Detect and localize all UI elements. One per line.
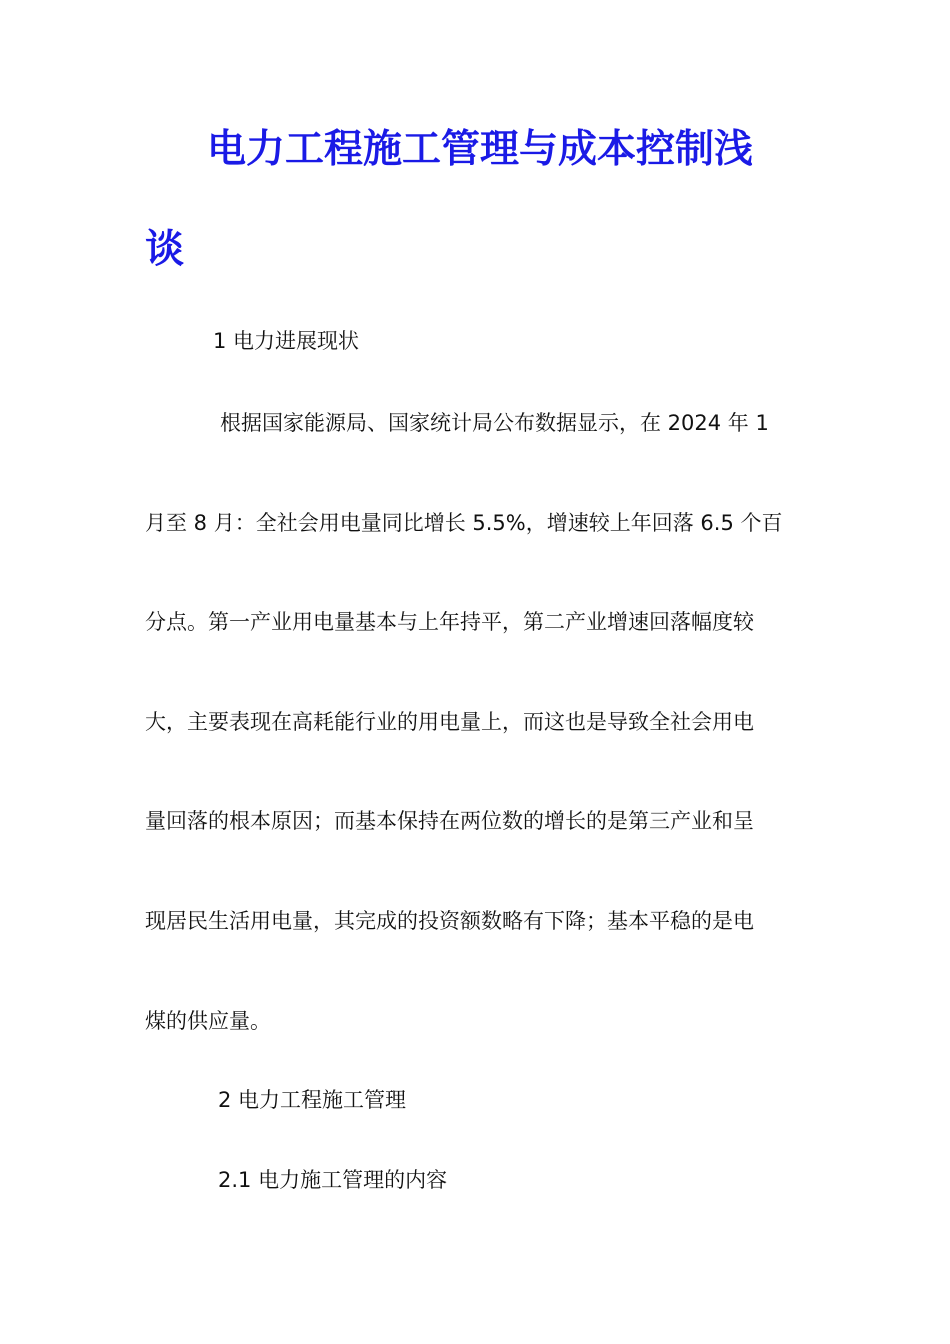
- section-1-heading: 1 电力进展现状: [213, 329, 360, 353]
- paragraph-1-line-6: 现居民生活用电量，其完成的投资额数略有下降；基本平稳的是电: [145, 909, 754, 933]
- document-title-line-2: 谈: [145, 227, 185, 272]
- section-2-heading: 2 电力工程施工管理: [218, 1088, 407, 1112]
- paragraph-1-line-3: 分点。第一产业用电量基本与上年持平，第二产业增速回落幅度较: [145, 610, 754, 634]
- paragraph-1-line-7: 煤的供应量。: [145, 1009, 271, 1033]
- paragraph-1-line-4: 大，主要表现在高耗能行业的用电量上，而这也是导致全社会用电: [145, 710, 754, 734]
- paragraph-1-line-5: 量回落的根本原因；而基本保持在两位数的增长的是第三产业和呈: [145, 809, 754, 833]
- paragraph-1-line-1: 根据国家能源局、国家统计局公布数据显示，在 2024 年 1: [220, 411, 769, 435]
- paragraph-1-line-2: 月至 8 月：全社会用电量同比增长 5.5%，增速较上年回落 6.5 个百: [145, 511, 783, 535]
- document-title-line-1: 电力工程施工管理与成本控制浅: [207, 127, 754, 172]
- section-2-1-heading: 2.1 电力施工管理的内容: [218, 1168, 448, 1192]
